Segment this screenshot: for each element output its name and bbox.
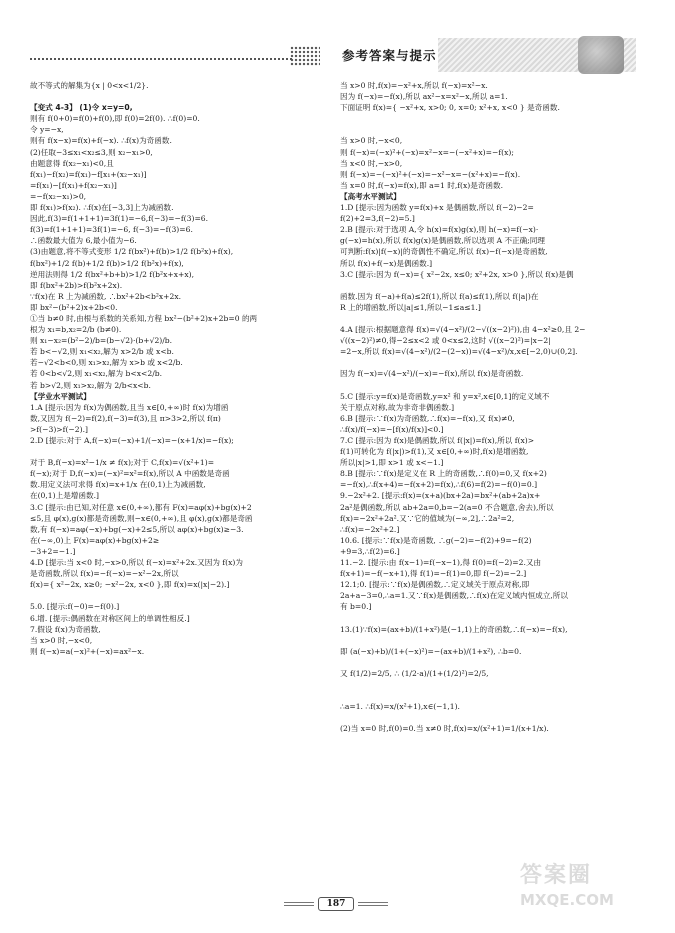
text-line: 即 f(bx²+2b)>f(b²x+2x). <box>30 280 123 290</box>
text-line: >f(−3)>f(−2).] <box>30 424 88 434</box>
text-line: 2a²是偶函数,所以 ab+2a=0,b=−2(a=0 不合题意,舍去),所以 <box>340 502 554 512</box>
text-line: 3.C [提示:因为 f(−x)={ x²−2x, x≤0; x²+2x, x>0 },所以 f(x)是偶 <box>340 269 574 279</box>
text-line: 3.C [提示:由已知,对任意 x∈(0,+∞),都有 F(x)=aφ(x)+bg(x)+2 <box>30 502 252 512</box>
text-line: 函数.因为 f(−a)+f(a)≤2f(1),所以 f(a)≤f(1),所以 f(|a|)在 <box>340 291 539 301</box>
text-line: f(2)+2=3,f(−2)=5.] <box>340 214 415 224</box>
text-line: 5.C [提示:y=f(x)是奇函数,y=x² 和 y=x²,x∈[0,1]的定义域不 <box>340 391 550 401</box>
text-line: 13.(1)∵f(x)=(ax+b)/(1+x²)是(−1,1)上的奇函数,∴f(−x)=−f(x), <box>340 624 568 634</box>
footer-ornament-left <box>284 902 314 906</box>
text-line: 因为 f(−x)=−f(x),所以 ax²−x=x²−x,所以 a=1. <box>340 92 508 102</box>
text-line: 8.B [提示:∵f(x)是定义在 R 上的奇函数,∴f(0)=0,又 f(x+2) <box>340 469 547 479</box>
text-line: 6.B [提示:∵f(x)为奇函数,∴f(x)=−f(x),又 f(x)≠0, <box>340 413 515 423</box>
text-line: (2)任取−3≤x₁<x₂≤3,则 x₂−x₁>0, <box>30 147 153 157</box>
text-line: 则 x₁−x₂=(b²−2)/b=(b−√2)·(b+√2)/b. <box>30 336 173 346</box>
text-line: ①当 b≠0 时,由根与系数的关系知,方程 bx²−(b²+2)x+2b=0 的两 <box>30 313 258 323</box>
text-line: f(1)可转化为 f(|x|)>f(1),又 x∈[0,+∞)时,f(x)是增函数, <box>340 447 529 457</box>
text-line <box>340 113 655 124</box>
header-dotted-rule <box>30 58 292 61</box>
text-line: 令 y=−x, <box>30 125 64 135</box>
section-heading: 【学业水平测试】 <box>30 391 91 401</box>
text-line: ∴a=1. ∴f(x)=x/(x²+1),x∈(−1,1). <box>340 702 460 712</box>
text-line: 4.D [提示:当 x<0 时,−x>0,所以 f(−x)=x²+2x.又因为 f(x)为 <box>30 558 243 568</box>
text-line: 当 x=0 时,f(−x)=f(x),即 a=1 时,f(x)是奇函数. <box>340 180 504 190</box>
text-line: 因此,f(3)=f(1+1+1)=3f(1)=−6,f(−3)=−f(3)=6. <box>30 214 209 224</box>
text-line: 则有 f(x−x)=f(x)+f(−x). ∴f(x)为奇函数. <box>30 136 172 146</box>
text-line: 因为 f(−x)=√(4−x²)/(−x)=−f(x),所以 f(x)是奇函数. <box>340 369 524 379</box>
right-column <box>340 80 655 735</box>
text-line: 2.D [提示:对于 A,f(−x)=(−x)+1/(−x)=−(x+1/x)=−f(x); <box>30 436 234 445</box>
text-line: 由题意得 f(x₂−x₁)<0,且 <box>30 158 114 168</box>
text-line: g(−x)=h(x),所以 f(x)g(x)是偶函数,所以选项 A 不正确;同理 <box>340 236 545 246</box>
text-line: 1.D [提示:因为函数 y=f(x)+x 是偶函数,所以 f(−2)−2= <box>340 203 534 213</box>
text-line: +9=3,∴f(2)=6.] <box>340 546 400 556</box>
text-line: (2)当 x=0 时,f(0)=0.当 x≠0 时,f(x)=x/(x²+1)=1/(x+1/x). <box>340 724 549 734</box>
text-line: 即 bx²−(b²+2)x+2b<0. <box>30 302 118 312</box>
text-line: 7.假设 f(x)为奇函数, <box>30 624 101 634</box>
text-line: 则 f(−x)=−(−x)²+(−x)=−x²−x=−(x²+x)=−f(x). <box>340 169 521 179</box>
text-line <box>340 357 655 368</box>
text-line: R 上的增函数,所以|a|≤1,所以−1≤a≤1.] <box>340 302 481 312</box>
text-line: 可判断:f(x)|f(−x)|的奇偶性不确定,所以 f(x)−f(−x)是奇函数, <box>340 247 548 257</box>
text-line: 则有 f(0+0)=f(0)+f(0),即 f(0)=2f(0). ∴f(0)=0. <box>30 114 200 124</box>
text-line: 若 0<b<√2,则 x₁<x₂,解为 b<x<2/b. <box>30 369 163 379</box>
text-line: 数,又因为 f(−2)=f(2),f(−3)=f(3),且 π>3>2,所以 f(π) <box>30 413 221 423</box>
text-line: 当 x<0 时,−x>0, <box>340 158 403 168</box>
text-line: 当 x>0 时,−x<0, <box>30 635 93 645</box>
watermark-text: 答案圈 <box>520 863 593 888</box>
left-column <box>30 80 330 657</box>
text-line: 对于 B,f(−x)=x²−1/x ≠ f(x);对于 C,f(x)=√(x²+1)= <box>30 458 215 468</box>
page-number: 187 <box>318 897 354 911</box>
text-line: 2.B [提示:对于选项 A,令 h(x)=f(x)g(x),则 h(−x)=f(−x)· <box>340 225 539 235</box>
text-line <box>30 446 330 457</box>
page-header <box>0 0 675 78</box>
header-logo-icon <box>578 36 624 74</box>
text-line: 数,有 f(−x)=aφ(−x)+bg(−x)+2≤5,所以 aφ(x)+bg(x)≥−3. <box>30 524 244 534</box>
text-line: 关于原点对称,故为非奇非偶函数.] <box>340 402 455 412</box>
text-line: =−f(x),∴f(x+4)=−f(x+2)=f(x),∴f(6)=f(2)=−f(0)=0.] <box>340 480 538 490</box>
watermark-url: MXQE.COM <box>520 891 614 909</box>
text-line: 逆用法则得 1/2 f(bx²+b+b)>1/2 f(b²x+x+x), <box>30 269 195 279</box>
text-line: 4.A [提示:根据题意得 f(x)=√(4−x²)/(2−√((x−2)²)),由 4−x²≥0,且 2− <box>340 325 586 335</box>
text-line: −3+2=−1.] <box>30 546 76 556</box>
header-title: 参考答案与提示 <box>342 48 437 63</box>
section-heading: 【变式 4-3】 (1)令 x=y=0, <box>30 103 133 113</box>
text-line <box>340 124 655 135</box>
text-line: ∵f(x)在 R 上为减函数, ∴bx²+2b<b²x+2x. <box>30 291 182 301</box>
text-line: 则 f(−x)=a(−x)²+(−x)=ax²−x. <box>30 646 145 656</box>
text-line: ∴函数最大值为 6,最小值为−6. <box>30 236 137 246</box>
text-line: 所以 f(x)+f(−x)是偶函数.] <box>340 258 433 268</box>
text-line: 若 b>√2,则 x₁>x₂,解为 2/b<x<b. <box>30 380 151 390</box>
text-line: =−f(x₂−x₁)>0, <box>30 191 87 201</box>
text-line: 9.−2x²+2. [提示:f(x)=(x+a)(bx+2a)=bx²+(ab+2a)x+ <box>340 491 541 501</box>
text-line: 即 f(x₁)>f(x₂). ∴f(x)在[−3,3]上为减函数. <box>30 203 174 213</box>
text-line: f(−x);对于 D,f(−x)=(−x)²=x²=f(x),所以 A 中函数是奇函 <box>30 469 230 479</box>
text-line: 6.增. [提示:偶函数在对称区间上的单调性相反.] <box>30 613 190 623</box>
text-line: f(x)={ x²−2x, x≥0; −x²−2x, x<0 },即 f(x)=x(|x|−2).] <box>30 580 230 590</box>
text-line <box>340 613 655 624</box>
text-line: 11.−2. [提示:由 f(x−1)=f(−x−1),得 f(0)=f(−2)=2.又由 <box>340 558 542 568</box>
watermark-logo <box>520 858 660 928</box>
text-line: 下面证明 f(x)={ −x²+x, x>0; 0, x=0; x²+x, x<0 } 是奇函数. <box>340 103 560 113</box>
text-line: ∴f(x)=−2x²+2.] <box>340 524 400 534</box>
text-line <box>340 380 655 391</box>
text-line: 当 x>0 时,f(x)=−x²+x,所以 f(−x)=x²−x. <box>340 81 488 90</box>
text-line <box>30 91 330 102</box>
text-line: 在(0,1)上是增函数.] <box>30 491 99 501</box>
text-line: (3)由题意,将不等式变形 1/2 f(bx²)+f(b)>1/2 f(b²x)+f(x), <box>30 247 234 257</box>
text-line: 7.C [提示:因为 f(x)是偶函数,所以 f(|x|)=f(x),所以 f(x)> <box>340 436 535 445</box>
text-line: 故不等式的解集为{x | 0<x<1/2}. <box>30 81 149 90</box>
text-line <box>340 679 655 690</box>
text-line: 则 f(−x)=(−x)²+(−x)=x²−x=−(−x²+x)=−f(x); <box>340 147 514 157</box>
text-line: 当 x>0 时,−x<0, <box>340 136 403 146</box>
text-line <box>340 313 655 324</box>
text-line: ∴f(x)/f(−x)=−[f(x)/f(x)]<0.] <box>340 424 444 434</box>
text-line <box>340 690 655 701</box>
text-line: =f(x₁)−[f(x₁)+f(x₂−x₁)] <box>30 180 117 190</box>
text-line: 在(−∞,0)上 F(x)=aφ(x)+bg(x)+2≥ <box>30 535 160 545</box>
text-line: 2a+a−3=0,∴a=1.又∵f(x)是偶函数,∴f(x)在定义域内恒成立,所以 <box>340 591 568 601</box>
text-line: 若−√2<b<0,则 x₁>x₂,解为 x>b 或 x<2/b. <box>30 358 183 368</box>
text-line: 12.1;0. [提示:∵f(x)是偶函数,∴定义域关于原点对称,即 <box>340 580 530 590</box>
text-line: 10.6. [提示:∵f(x)是奇函数, ∴g(−2)=−f(2)+9=−f(2) <box>340 535 532 545</box>
text-line: 是奇函数,所以 f(x)=−f(−x)=−x²−2x,所以 <box>30 569 179 579</box>
text-line: 1.A [提示:因为 f(x)为偶函数,且当 x∈[0,+∞)时 f(x)为增函 <box>30 402 229 412</box>
text-line <box>340 280 655 291</box>
section-heading: 【高考水平测试】 <box>340 191 401 201</box>
text-line: f(x+1)=−f(−x+1),得 f(1)=−f(1)=0,即 f(−2)=−2.] <box>340 569 527 579</box>
text-line: 有 b=0.] <box>340 602 372 612</box>
text-line: ≤5,且 φ(x),g(x)都是奇函数,则−x∈(0,+∞),且 φ(x),g(x)都是奇函 <box>30 513 253 523</box>
text-line: f(3)=f(1+1+1)=3f(1)=−6, f(−3)=−f(3)=6. <box>30 225 193 235</box>
footer-ornament-right <box>358 902 388 906</box>
text-line: f(bx²)+1/2 f(b)+1/2 f(b)>1/2 f(b²x)+f(x), <box>30 258 184 268</box>
text-line <box>340 635 655 646</box>
text-line: 即 (a(−x)+b)/(1+(−x)²)=−(ax+b)/(1+x²), ∴b=0. <box>340 646 522 656</box>
text-line: 又 f(1/2)=2/5, ∴ (1/2·a)/(1+(1/2)²)=2/5, <box>340 668 489 678</box>
text-line: 数.用定义法可求得 f(x)=x+1/x 在(0,1)上为减函数, <box>30 480 206 490</box>
text-line: √((x−2)²)≠0,得−2≤x<2 或 0<x≤2,这时 √((x−2)²)=|x−2| <box>340 336 551 346</box>
text-line: f(x₁)−f(x₂)=f(x₁)−f[x₁+(x₂−x₁)] <box>30 169 147 179</box>
text-line: 若 b<−√2,则 x₁<x₂,解为 x>2/b 或 x<b. <box>30 347 174 357</box>
text-line: 根为 x₁=b,x₂=2/b (b≠0). <box>30 325 122 335</box>
text-line <box>340 712 655 723</box>
text-line: f(x)=−2x²+2a².又∵它的值域为(−∞,2],∴2a²=2, <box>340 513 515 523</box>
header-dot-ornament <box>290 46 320 66</box>
text-line: 所以|x|>1,即 x>1 或 x<−1.] <box>340 458 444 468</box>
text-line: =2−x,所以 f(x)=√(4−x²)/(2−(2−x))=√(4−x²)/x,x∈[−2,0)∪(0,2]. <box>340 347 578 357</box>
text-line <box>30 590 330 601</box>
text-line <box>340 657 655 668</box>
text-line: 5.0. [提示:f(−0)=−f(0).] <box>30 602 120 612</box>
